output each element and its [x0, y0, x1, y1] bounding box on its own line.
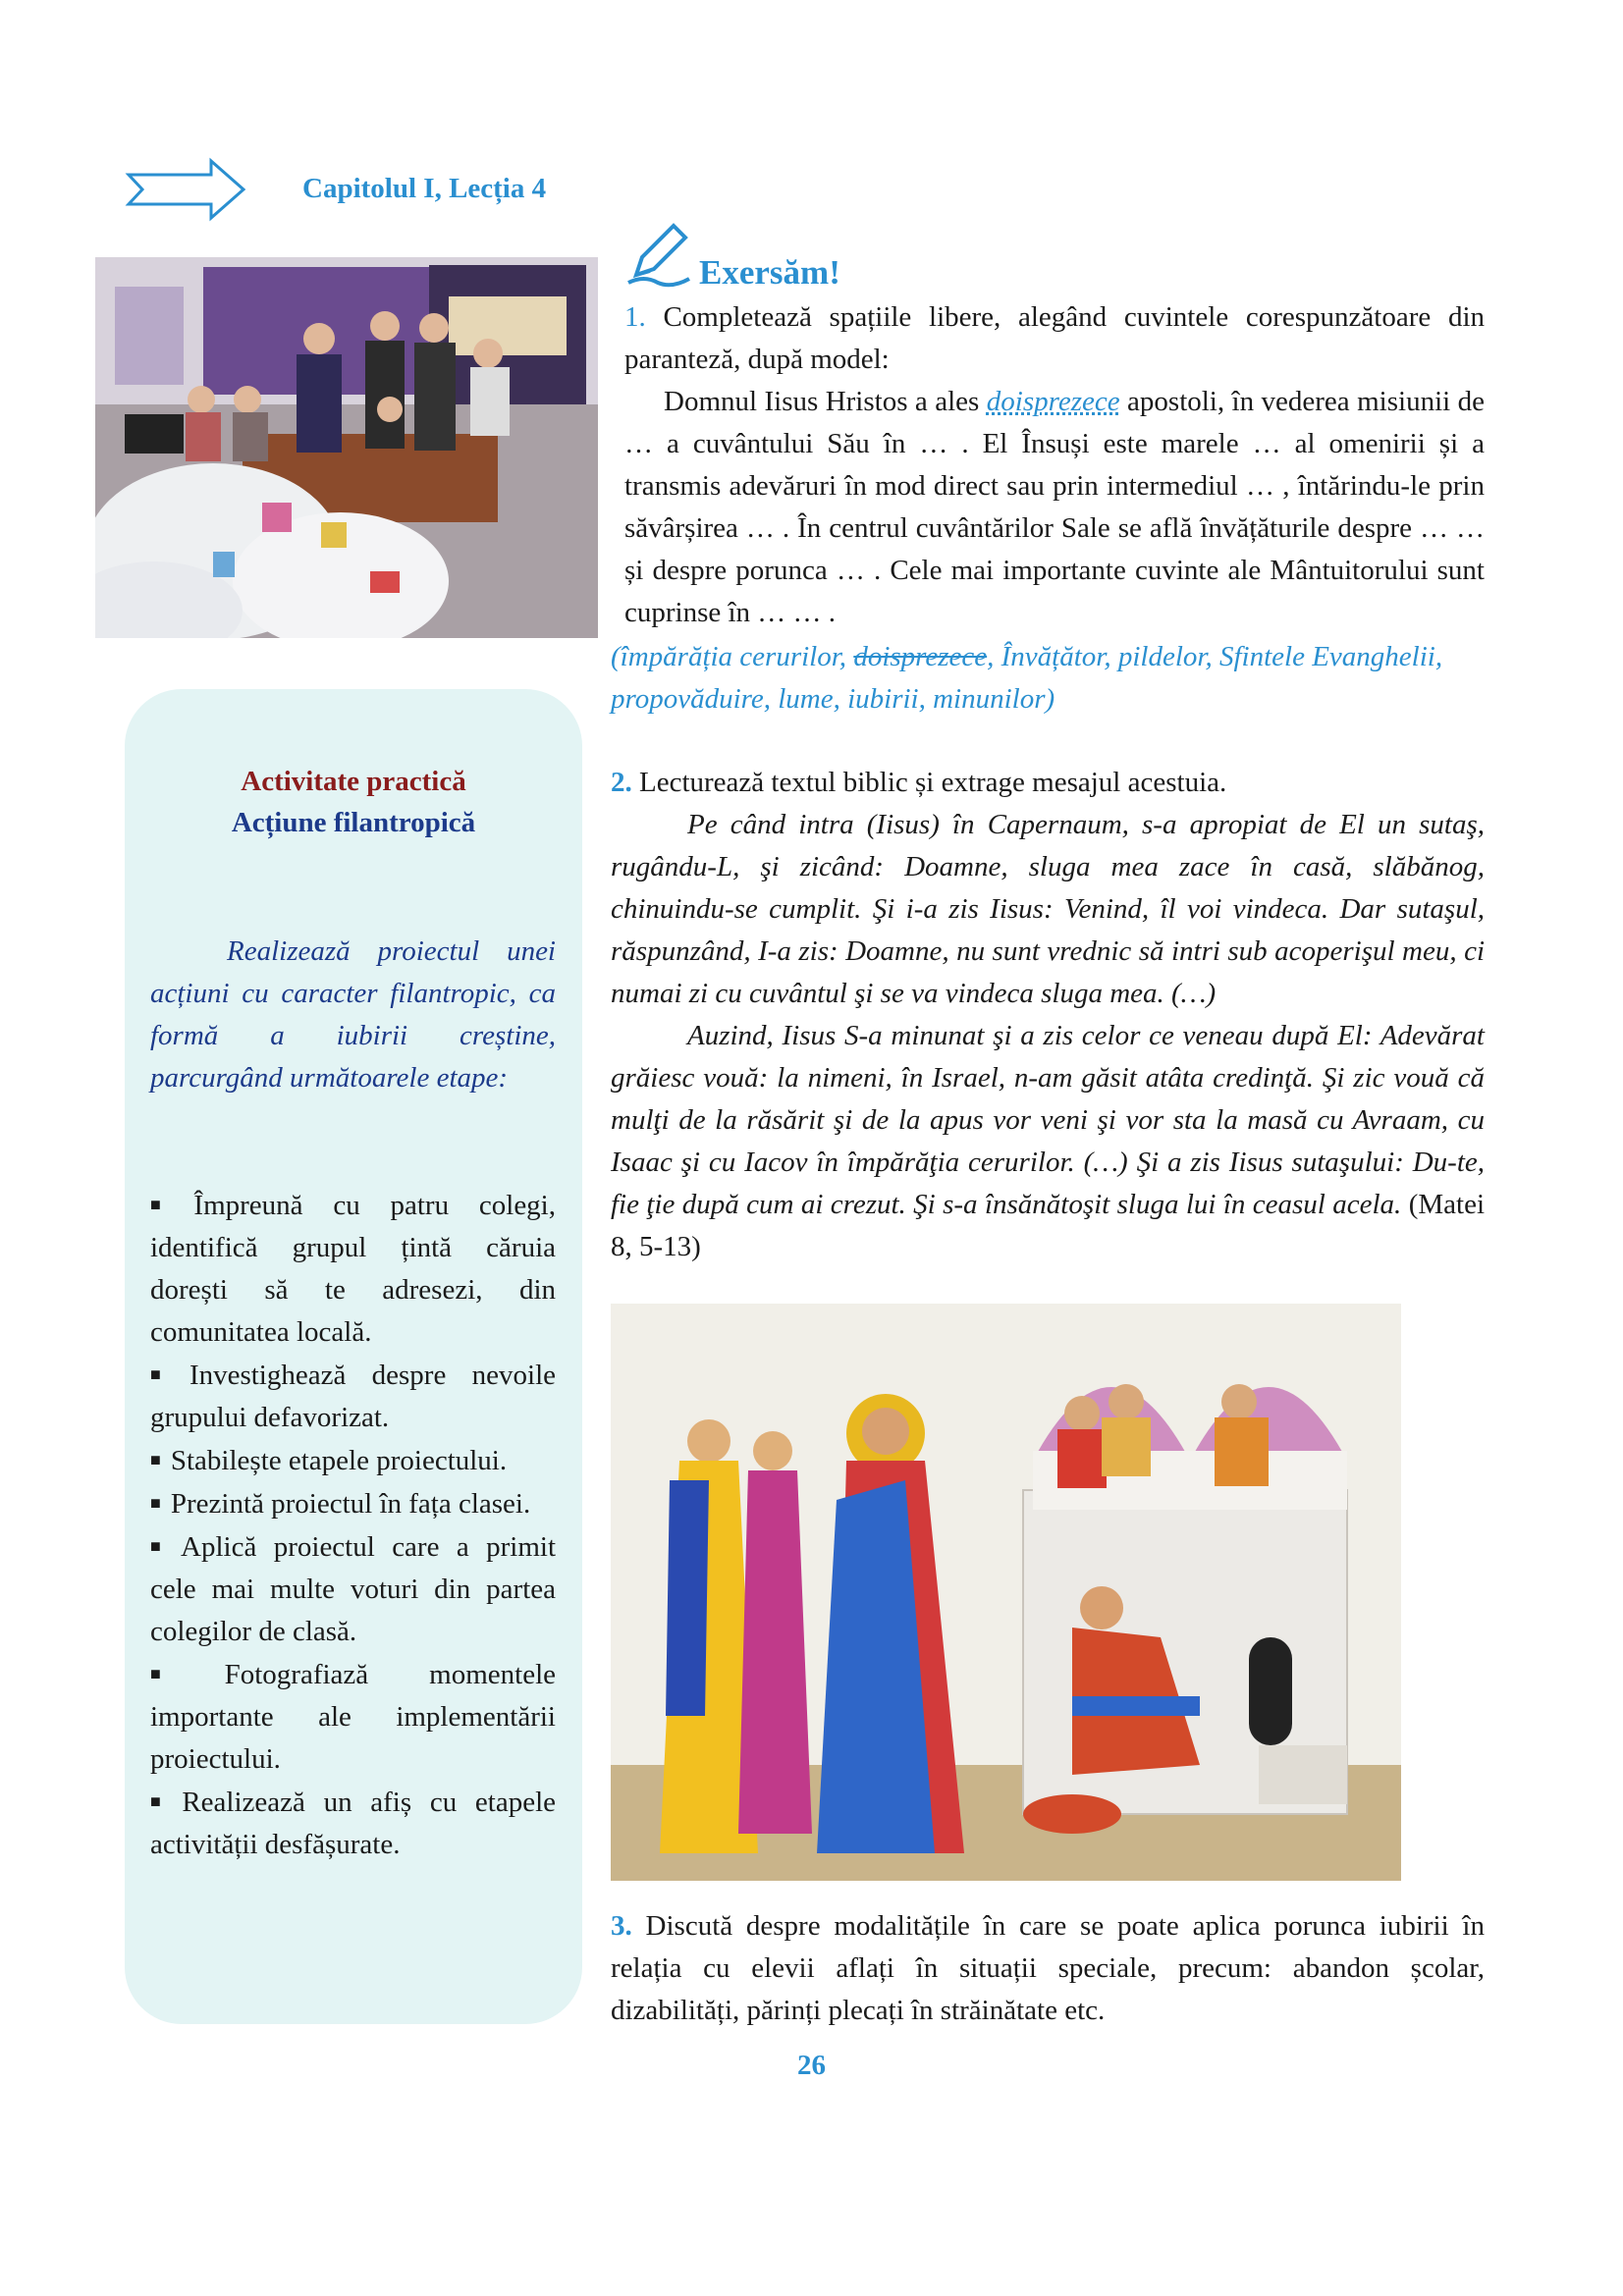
- bullet-square-icon: ■: [150, 1364, 180, 1384]
- exercise-1: [624, 296, 1485, 634]
- exercise-instruction: Lecturează textul biblic și extrage mesajul acestuia.: [639, 767, 1227, 798]
- bible-paragraph: Pe când intra (Iisus) în Capernaum, s-a apropiat de El un sutaş, rugându-L, şi zicând: Doamne, sluga mea zace în casă, slăbănog, chinuindu-se cumplit. Şi i-a zis Iisus: Venind, îl voi vindeca. Dar sutaşul, răspunzând, I-a zis: Doamne, nu sunt vrednic să intri sub acoperişul meu, ci numai zi cu cuvântul şi se va vindeca sluga mea. (…): [611, 809, 1485, 1009]
- sidebar-title: Activitate practică: [241, 766, 466, 797]
- list-item: ■ Realizează un afiș cu etapele activității desfășurate.: [150, 1787, 557, 1860]
- options-end: , Învățător, pildelor, Sfintele Evanghelii, propovăduire, lume, iubirii, minunilor): [611, 641, 1443, 715]
- exercise-instruction: Completează spațiile libere, alegând cuvintele corespunzătoare din paranteză, după model:: [624, 301, 1486, 375]
- exercise-text: Domnul Iisus Hristos a ales: [664, 386, 980, 417]
- sidebar-steps-list: [150, 1184, 556, 1866]
- list-item: ■ Fotografiază momentele importante ale implementării proiectului.: [150, 1659, 557, 1775]
- bullet-square-icon: ■: [150, 1536, 172, 1556]
- exercise-2: [611, 762, 1485, 1268]
- bullet-square-icon: ■: [150, 1450, 161, 1469]
- chapter-title: Capitolul I, Lecția 4: [302, 173, 547, 204]
- icon-illustration: [611, 1304, 1401, 1881]
- pen-icon: [624, 218, 695, 289]
- exercise-text: Discută despre modalitățile în care se poate aplica porunca iubirii în relația cu elevii aflați în situații speciale, precum: abandon școlar, dizabilități, părinți plecați în străinătate etc.: [611, 1910, 1485, 2026]
- exercise-number: 1.: [624, 301, 646, 333]
- class-photo: [95, 257, 598, 638]
- exercise-number: 3.: [611, 1910, 632, 1942]
- bullet-square-icon: ■: [150, 1664, 215, 1683]
- list-item: ■ Stabilește etapele proiectului.: [150, 1445, 508, 1476]
- word-options: [611, 636, 1475, 721]
- arrow-right-icon: [125, 157, 247, 222]
- sidebar-intro: Realizează proiectul unei acțiuni cu caracter filantropic, ca formă a iubirii creștine, parcurgând următoarele etape:: [150, 935, 556, 1094]
- bullet-square-icon: ■: [150, 1493, 161, 1513]
- exercise-number: 2.: [611, 767, 632, 798]
- options-struck-word: doisprezece: [853, 641, 988, 672]
- bible-reference: (Matei 8, 5-13): [611, 1189, 1486, 1262]
- exercise-3: [611, 1905, 1485, 2032]
- list-item: ■ Investighează despre nevoile grupului defavorizat.: [150, 1360, 557, 1433]
- list-item: ■ Prezintă proiectul în fața clasei.: [150, 1488, 531, 1520]
- page-number: 26: [797, 2050, 826, 2081]
- example-word: doisprezece: [986, 386, 1120, 417]
- list-item: ■ Aplică proiectul care a primit cele mai multe voturi din partea colegilor de clasă.: [150, 1531, 557, 1647]
- list-item: ■ Împreună cu patru colegi, identifică grupul țintă căruia dorești să te adresezi, din comunitatea locală.: [150, 1190, 556, 1348]
- bullet-square-icon: ■: [150, 1791, 173, 1811]
- options-start: (împărăția cerurilor,: [611, 641, 847, 672]
- sidebar-subtitle: Acțiune filantropică: [231, 807, 476, 838]
- exercise-text-continued: apostoli, în vederea misiunii de … a cuvântului Său în … . El Însuși este marele … al omenirii și a transmis adevăruri în mod direct sau prin intermediul … , întărindu-le prin săvârșirea … . În centrul cuvântărilor Sale se află învățăturile despre … … și despre porunca … . Cele mai importante cuvinte ale Mântuitorului sunt cuprinse în … … .: [624, 386, 1485, 628]
- bullet-square-icon: ■: [150, 1195, 185, 1214]
- exercises-heading: Exersăm!: [699, 253, 840, 292]
- bible-paragraph: Auzind, Iisus S-a minunat şi a zis celor ce veneau după El: Adevărat grăiesc vouă: la nimeni, în Israel, n-am găsit atâta credinţă. Şi zic vouă că mulţi de la răsărit şi de la apus vor veni şi vor sta la masă cu Avraam, cu Isaac şi cu Iacov în împărăţia cerurilor. (…) Şi a zis Iisus sutaşului: Du-te, fie ţie după cum ai crezut. Şi s-a însănătoşit sluga lui în ceasul acela.: [611, 1020, 1485, 1220]
